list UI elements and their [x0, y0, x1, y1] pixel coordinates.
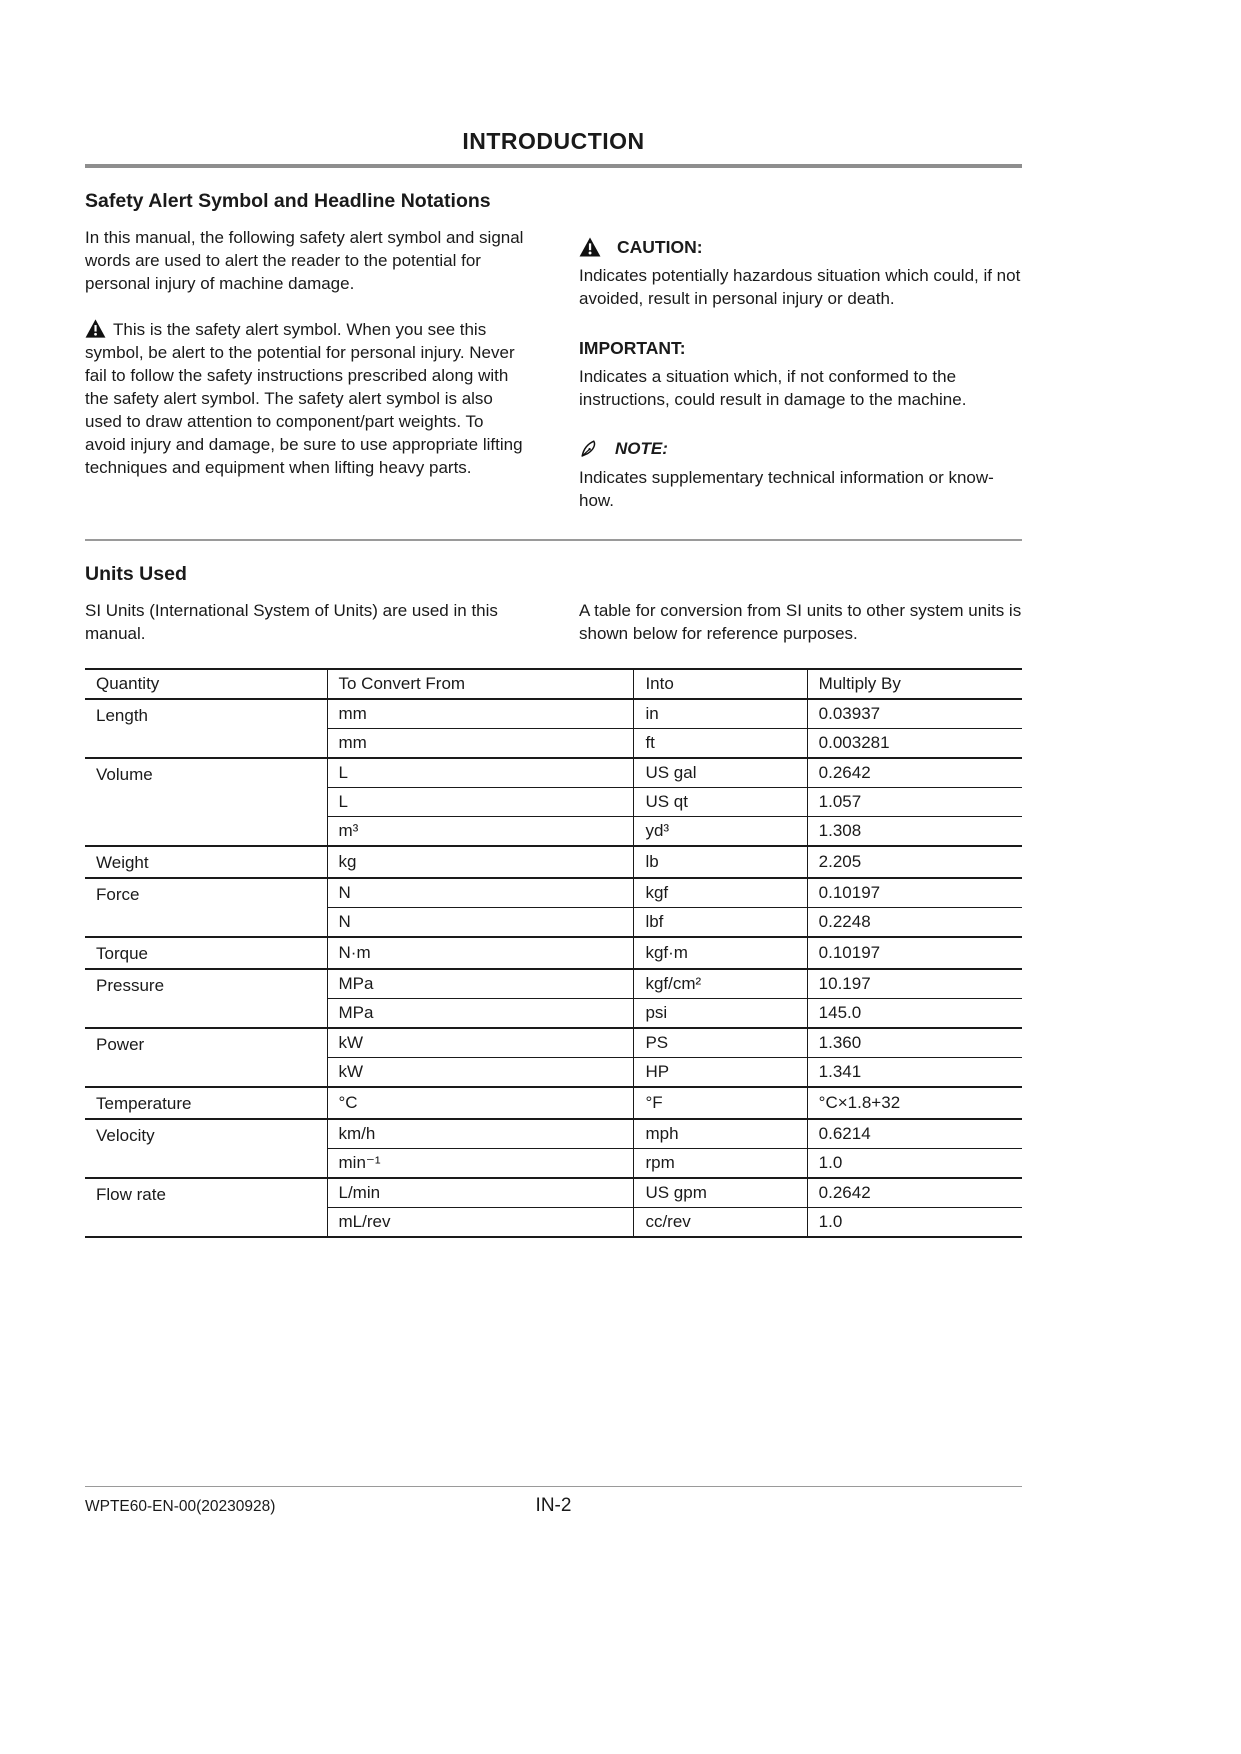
note-pen-icon [579, 439, 599, 459]
into-cell: lbf [634, 908, 807, 938]
convert-from-cell: N·m [327, 937, 634, 969]
multiply-by-cell: 1.057 [807, 788, 1022, 817]
multiply-by-cell: 1.0 [807, 1149, 1022, 1179]
safety-intro-text: In this manual, the following safety alert symbol and signal words are used to alert the reader to the potential for personal injury of machine damage. [85, 228, 524, 293]
title-rule [85, 164, 1022, 168]
multiply-by-cell: 0.10197 [807, 937, 1022, 969]
table-row [85, 937, 1022, 969]
caution-text: Indicates potentially hazardous situation which could, if not avoided, result in personal injury or death. [579, 266, 1021, 308]
quantity-cell: Velocity [85, 1119, 327, 1178]
into-cell: kgf/cm² [634, 969, 807, 999]
convert-from-cell: N [327, 908, 634, 938]
into-cell: kgf [634, 878, 807, 908]
convert-from-cell: MPa [327, 969, 634, 999]
safety-alert-triangle-icon [85, 319, 106, 338]
into-cell: HP [634, 1058, 807, 1088]
quantity-cell: Force [85, 878, 327, 937]
important-block [579, 336, 1022, 411]
into-cell: yd³ [634, 817, 807, 847]
safety-section [85, 190, 1022, 512]
table-row [85, 1087, 1022, 1119]
convert-from-cell: mm [327, 699, 634, 729]
caution-label-row [579, 235, 1022, 259]
safety-alert-line3-text: To avoid injury and damage, be sure to use appropriate lifting techniques and equipment when lifting heavy parts. [85, 412, 523, 477]
units-right-column [579, 599, 1022, 645]
multiply-by-cell: 0.03937 [807, 699, 1022, 729]
quantity-cell: Torque [85, 937, 327, 969]
table-column-header: Into [634, 669, 807, 699]
quantity-cell: Power [85, 1028, 327, 1087]
multiply-by-cell: °C×1.8+32 [807, 1087, 1022, 1119]
page-footer [85, 1486, 1022, 1516]
into-cell: kgf·m [634, 937, 807, 969]
convert-from-cell: L [327, 758, 634, 788]
convert-from-cell: min⁻¹ [327, 1149, 634, 1179]
caution-label: CAUTION: [617, 237, 703, 257]
into-cell: ft [634, 729, 807, 759]
important-text: Indicates a situation which, if not conformed to the instructions, could result in damage to the machine. [579, 367, 967, 409]
conversion-table-body [85, 699, 1022, 1237]
important-label-row [579, 336, 1022, 360]
convert-from-cell: kg [327, 846, 634, 878]
important-label: IMPORTANT: [579, 338, 686, 358]
into-cell: US gal [634, 758, 807, 788]
convert-from-cell: MPa [327, 999, 634, 1029]
units-section-heading: Units Used [85, 563, 187, 585]
table-column-header: Quantity [85, 669, 327, 699]
multiply-by-cell: 145.0 [807, 999, 1022, 1029]
table-row [85, 1119, 1022, 1149]
note-label: NOTE: [615, 439, 668, 458]
table-row [85, 1028, 1022, 1058]
note-block [579, 437, 1022, 512]
conversion-table-head [85, 669, 1022, 699]
multiply-by-cell: 2.205 [807, 846, 1022, 878]
units-left-column [85, 599, 525, 645]
multiply-by-cell: 0.2642 [807, 1178, 1022, 1208]
table-column-header: Multiply By [807, 669, 1022, 699]
safety-columns [85, 226, 1022, 512]
table-row [85, 1178, 1022, 1208]
quantity-cell: Flow rate [85, 1178, 327, 1237]
into-cell: PS [634, 1028, 807, 1058]
page-title: INTRODUCTION [462, 128, 645, 154]
into-cell: in [634, 699, 807, 729]
document-code: WPTE60-EN-00(20230928) [85, 1498, 276, 1515]
caution-triangle-icon [579, 237, 601, 257]
into-cell: psi [634, 999, 807, 1029]
convert-from-cell: mL/rev [327, 1208, 634, 1238]
table-row [85, 846, 1022, 878]
convert-from-cell: km/h [327, 1119, 634, 1149]
multiply-by-cell: 0.10197 [807, 878, 1022, 908]
convert-from-cell: L [327, 788, 634, 817]
into-cell: rpm [634, 1149, 807, 1179]
note-label-row [579, 437, 1022, 461]
page-number: IN-2 [535, 1495, 572, 1516]
units-section [85, 563, 1022, 1238]
safety-section-heading: Safety Alert Symbol and Headline Notations [85, 190, 491, 212]
safety-alert-paragraph [85, 318, 525, 479]
multiply-by-cell: 0.2248 [807, 908, 1022, 938]
table-header-row [85, 669, 1022, 699]
table-row [85, 758, 1022, 788]
multiply-by-cell: 0.2642 [807, 758, 1022, 788]
into-cell: mph [634, 1119, 807, 1149]
multiply-by-cell: 1.341 [807, 1058, 1022, 1088]
caution-block [579, 235, 1022, 310]
table-row [85, 969, 1022, 999]
multiply-by-cell: 1.0 [807, 1208, 1022, 1238]
safety-right-column [579, 226, 1022, 512]
quantity-cell: Temperature [85, 1087, 327, 1119]
multiply-by-cell: 0.6214 [807, 1119, 1022, 1149]
into-cell: lb [634, 846, 807, 878]
unit-conversion-table [85, 668, 1022, 1238]
safety-alert-line2-text: The safety alert symbol is also used to draw attention to component/part weights. [85, 389, 493, 431]
multiply-by-cell: 10.197 [807, 969, 1022, 999]
section-divider-rule [85, 539, 1022, 541]
multiply-by-cell: 0.003281 [807, 729, 1022, 759]
convert-from-cell: mm [327, 729, 634, 759]
note-text: Indicates supplementary technical information or know-how. [579, 468, 994, 510]
convert-from-cell: L/min [327, 1178, 634, 1208]
page-content [85, 0, 1022, 1238]
multiply-by-cell: 1.308 [807, 817, 1022, 847]
quantity-cell: Length [85, 699, 327, 758]
convert-from-cell: N [327, 878, 634, 908]
units-right-text: A table for conversion from SI units to other system units is shown below for reference purposes. [579, 601, 1022, 643]
table-column-header: To Convert From [327, 669, 634, 699]
multiply-by-cell: 1.360 [807, 1028, 1022, 1058]
quantity-cell: Volume [85, 758, 327, 846]
units-columns [85, 599, 1022, 645]
safety-alert-lead-text: This is the safety alert symbol. When you see this symbol, be alert to the potential for personal injury. Never fail to follow the safety instructions prescribed along with the safety alert symbol. [85, 320, 515, 408]
into-cell: US gpm [634, 1178, 807, 1208]
convert-from-cell: kW [327, 1028, 634, 1058]
convert-from-cell: m³ [327, 817, 634, 847]
into-cell: cc/rev [634, 1208, 807, 1238]
quantity-cell: Pressure [85, 969, 327, 1028]
convert-from-cell: °C [327, 1087, 634, 1119]
into-cell: °F [634, 1087, 807, 1119]
convert-from-cell: kW [327, 1058, 634, 1088]
table-row [85, 878, 1022, 908]
units-left-text: SI Units (International System of Units) are used in this manual. [85, 601, 498, 643]
table-row [85, 699, 1022, 729]
into-cell: US qt [634, 788, 807, 817]
quantity-cell: Weight [85, 846, 327, 878]
safety-left-column [85, 226, 525, 512]
